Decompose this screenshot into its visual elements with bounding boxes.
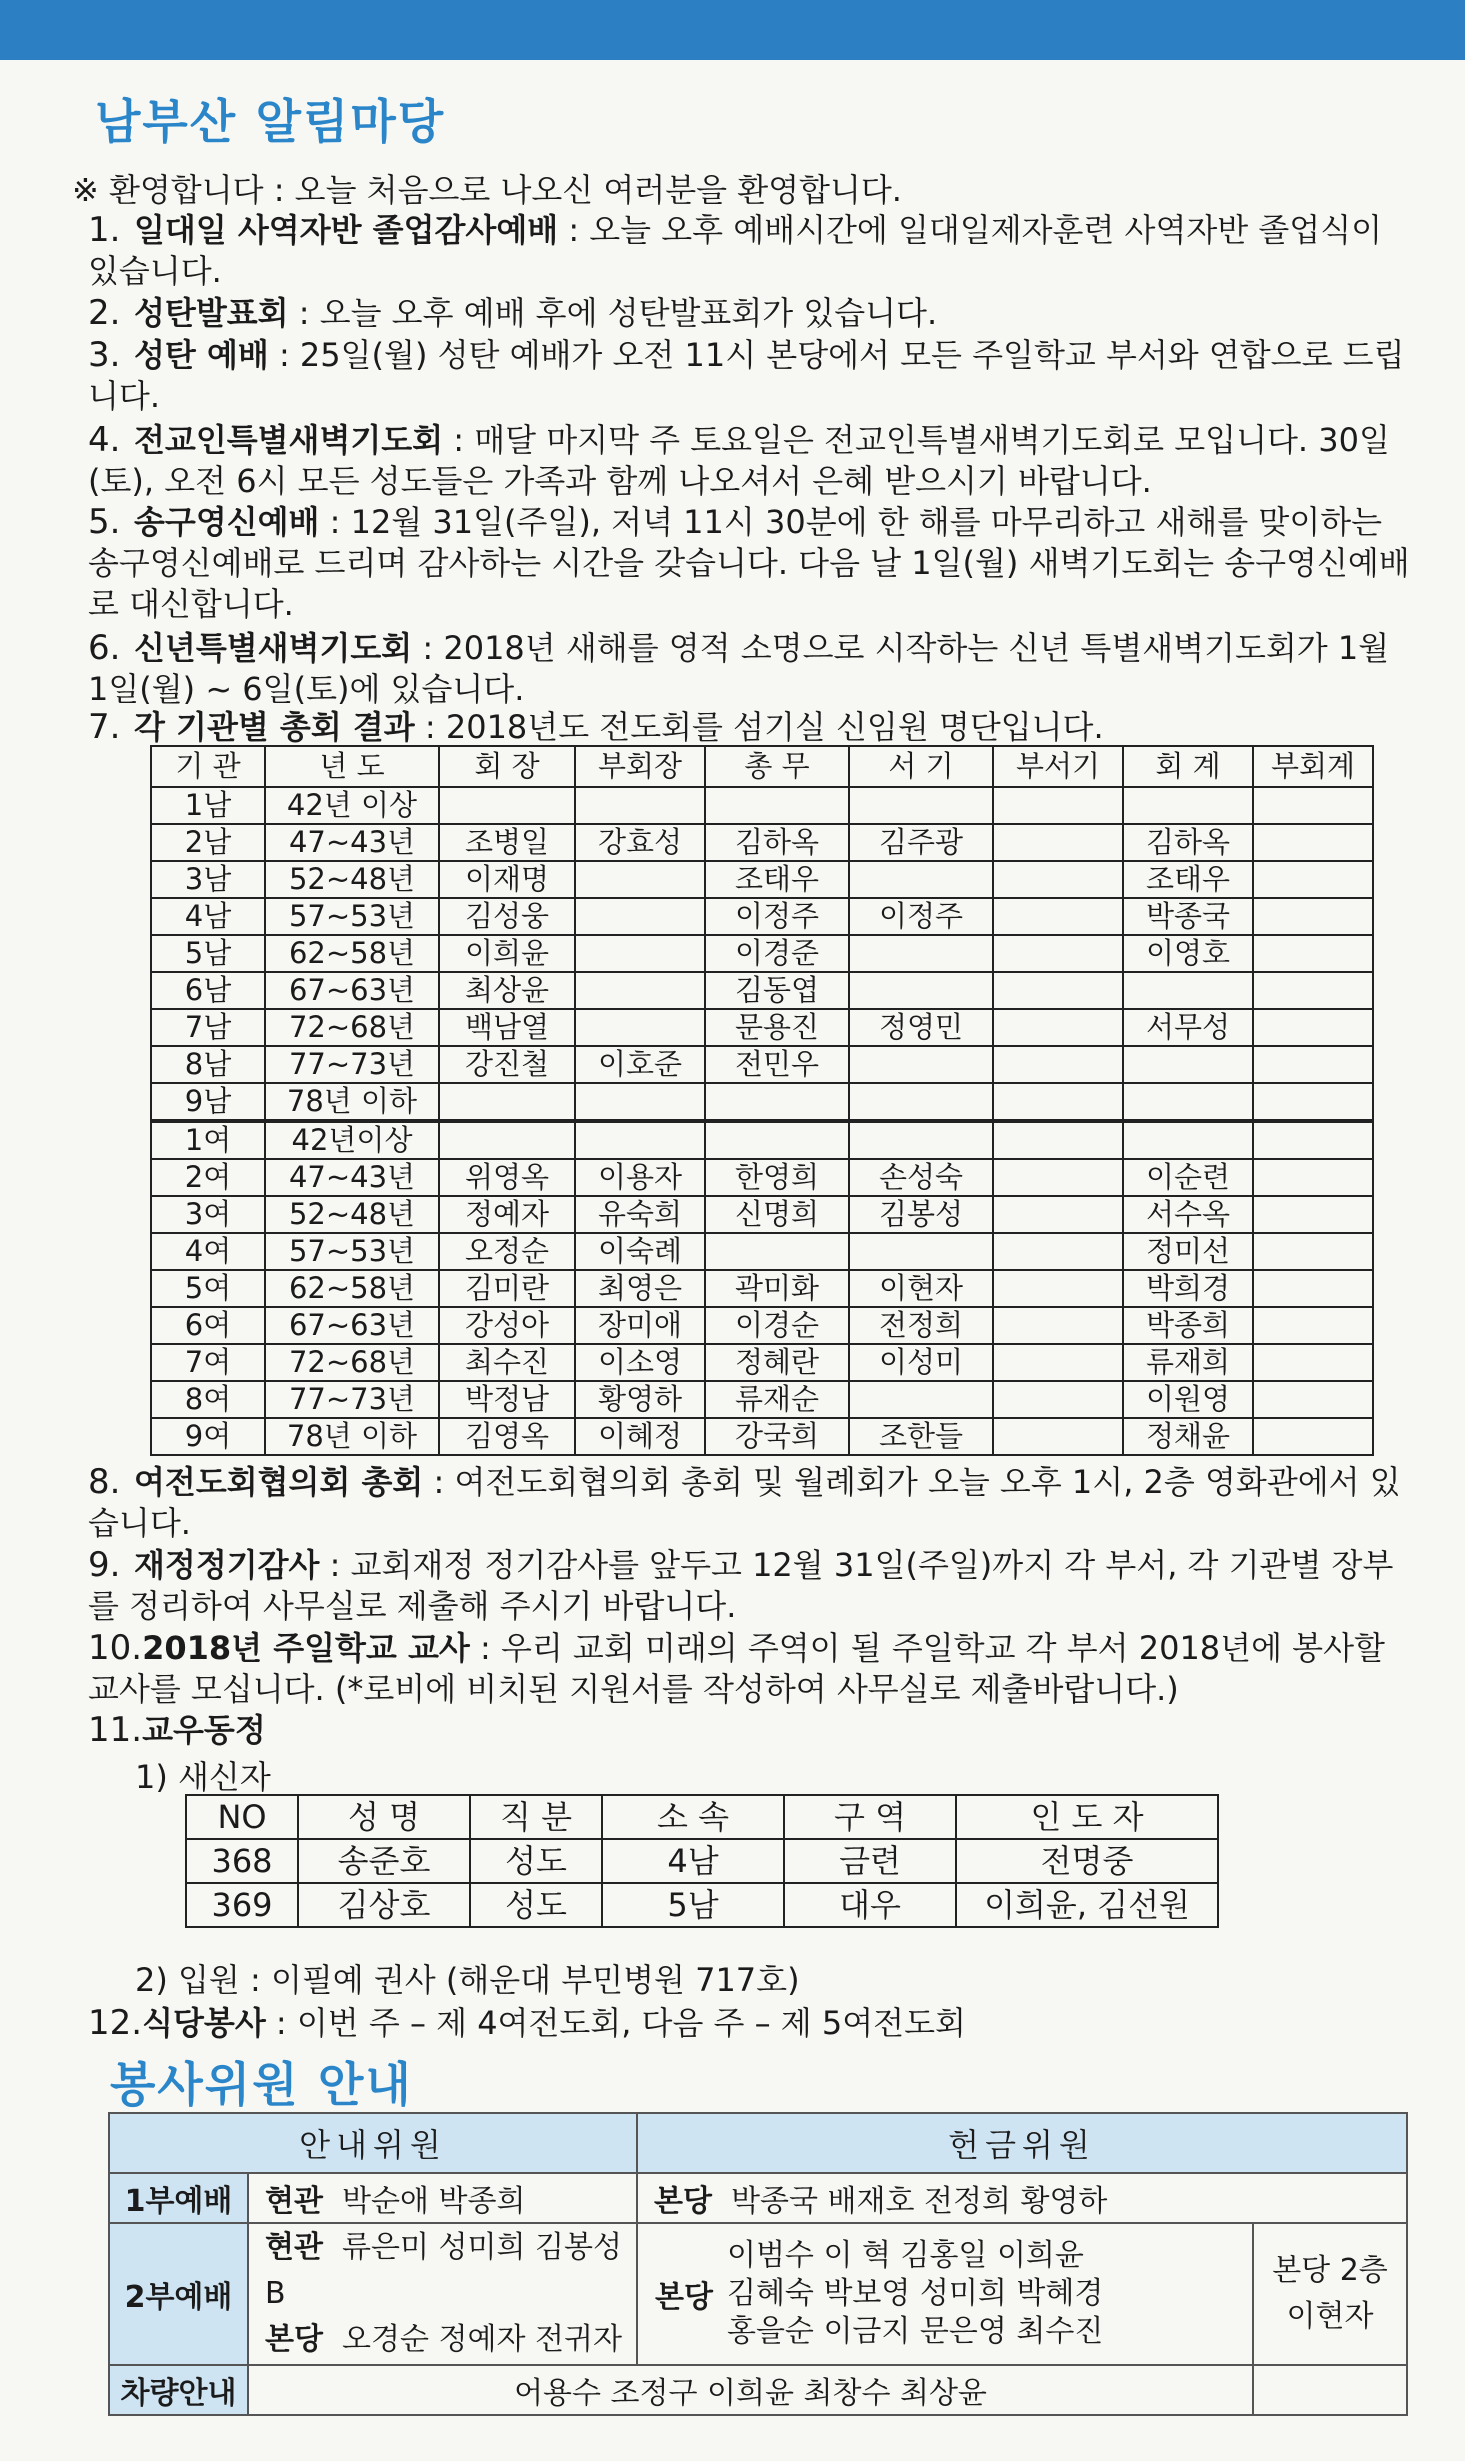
officers-cell: 72~68년: [265, 1344, 439, 1381]
notice-item-6: 6. 신년특별새벽기도회 : 2018년 새해를 영적 소명으로 시작하는 신년 특별새벽기도회가 1월 1일(월) ~ 6일(토)에 있습니다.: [88, 628, 1390, 708]
officers-cell: [1253, 1418, 1373, 1455]
officers-header: 서 기: [849, 746, 993, 787]
officers-cell: 62~58년: [265, 1270, 439, 1307]
officers-cell: 한영희: [705, 1159, 849, 1196]
usher-cell: 현관 류은미 성미희 김봉성B 본당 오경순 정예자 전귀자: [248, 2223, 637, 2365]
top-color-bar: [0, 0, 1465, 60]
officers-cell: [849, 787, 993, 824]
officers-cell: [849, 861, 993, 898]
offering-cell: [637, 2223, 1253, 2365]
officers-cell: 42년 이상: [265, 787, 439, 824]
officers-cell: 최상윤: [439, 972, 575, 1009]
officers-cell: [849, 1381, 993, 1418]
newcomers-header: 성 명: [298, 1795, 470, 1839]
officers-cell: 박종희: [1123, 1307, 1253, 1344]
officers-row: [151, 1307, 1373, 1344]
officers-cell: 77~73년: [265, 1046, 439, 1083]
officers-cell: 5여: [151, 1270, 265, 1307]
officers-cell: 강진철: [439, 1046, 575, 1083]
offering-place: 본당: [655, 2280, 713, 2315]
officers-row: [151, 861, 1373, 898]
officers-cell: 김봉성: [849, 1196, 993, 1233]
officers-cell: [993, 1009, 1123, 1046]
officers-cell: 8남: [151, 1046, 265, 1083]
officers-cell: 3여: [151, 1196, 265, 1233]
notice-item-10: 10.2018년 주일학교 교사 : 우리 교회 미래의 주역이 될 주일학교 각 부서 2018년에 봉사할 교사를 모십니다. (*로비에 비치된 지원서를 작성하여 사무실로 제출바랍니다.): [88, 1628, 1385, 1708]
officers-cell: [705, 1233, 849, 1270]
officers-cell: [1253, 1121, 1373, 1159]
officers-row: [151, 972, 1373, 1009]
officers-cell: [1253, 1083, 1373, 1121]
officers-cell: 유숙희: [575, 1196, 705, 1233]
officers-cell: 조태우: [1123, 861, 1253, 898]
officers-cell: [1123, 972, 1253, 1009]
officers-cell: 류재순: [705, 1381, 849, 1418]
officers-cell: [1253, 1046, 1373, 1083]
officers-cell: [993, 1344, 1123, 1381]
officers-cell: 서수옥: [1123, 1196, 1253, 1233]
service-table: [108, 2112, 1408, 2416]
officers-cell: 김동엽: [705, 972, 849, 1009]
officers-cell: [1253, 898, 1373, 935]
officers-cell: [993, 1270, 1123, 1307]
newcomers-row: [186, 1883, 1218, 1927]
officers-cell: 정채윤: [1123, 1418, 1253, 1455]
officers-cell: 67~63년: [265, 972, 439, 1009]
officers-cell: 장미애: [575, 1307, 705, 1344]
officers-header-row: [151, 746, 1373, 787]
service-row-2: [109, 2223, 1407, 2365]
officers-cell: 서무성: [1123, 1009, 1253, 1046]
newcomers-cell: 김상호: [298, 1883, 470, 1927]
officers-cell: 57~53년: [265, 1233, 439, 1270]
newcomers-label: 1) 새신자: [135, 1758, 271, 1796]
officers-cell: 78년 이하: [265, 1083, 439, 1121]
officers-cell: 9여: [151, 1418, 265, 1455]
officers-header: 회 장: [439, 746, 575, 787]
empty-cell: [1253, 2365, 1407, 2415]
notice-item-2: 2. 성탄발표회 : 오늘 오후 예배 후에 성탄발표회가 있습니다.: [88, 293, 938, 333]
officers-row: [151, 1046, 1373, 1083]
newcomers-cell: 송준호: [298, 1839, 470, 1883]
officers-cell: [1253, 1270, 1373, 1307]
newcomers-header: 인 도 자: [956, 1795, 1218, 1839]
officers-cell: [849, 1121, 993, 1159]
newcomers-header: 구 역: [784, 1795, 956, 1839]
officers-cell: 곽미화: [705, 1270, 849, 1307]
officers-cell: [993, 1307, 1123, 1344]
officers-row: [151, 1009, 1373, 1046]
officers-cell: [705, 1121, 849, 1159]
officers-cell: [993, 935, 1123, 972]
usher-cell: 현관 박순애 박종희: [248, 2173, 637, 2223]
officers-cell: [993, 1121, 1123, 1159]
notice-item-11: 11.교우동정: [88, 1710, 266, 1750]
notice-item-3: 3. 성탄 예배 : 25일(월) 성탄 예배가 오전 11시 본당에서 모든 주일학교 부서와 연합으로 드립니다.: [88, 335, 1405, 415]
service-head-left: 안내위원: [109, 2113, 637, 2173]
officers-cell: 박희경: [1123, 1270, 1253, 1307]
newcomers-cell: 금련: [784, 1839, 956, 1883]
officers-cell: [849, 972, 993, 1009]
officers-cell: 전민우: [705, 1046, 849, 1083]
officers-cell: 김성웅: [439, 898, 575, 935]
newcomers-cell: 5남: [602, 1883, 784, 1927]
officers-cell: [575, 898, 705, 935]
officers-cell: 9남: [151, 1083, 265, 1121]
officers-cell: 이소영: [575, 1344, 705, 1381]
officers-header: 부서기: [993, 746, 1123, 787]
officers-cell: 황영하: [575, 1381, 705, 1418]
offering-names: 이범수 이 혁 김홍일 이희윤 김혜숙 박보영 성미희 박혜경 홍을순 이금지 문은영 최수진: [726, 2238, 1104, 2349]
newcomers-header-row: [186, 1795, 1218, 1839]
officers-cell: [1123, 1121, 1253, 1159]
officers-row: [151, 1196, 1373, 1233]
officers-cell: 1남: [151, 787, 265, 824]
officers-cell: 정혜란: [705, 1344, 849, 1381]
officers-cell: [1253, 787, 1373, 824]
notice-item-12: 12.식당봉사 : 이번 주 – 제 4여전도회, 다음 주 – 제 5여전도회: [88, 2003, 966, 2043]
officers-cell: [993, 972, 1123, 1009]
officers-cell: 5남: [151, 935, 265, 972]
notice-item-9: 9. 재정정기감사 : 교회재정 정기감사를 앞두고 12월 31일(주일)까지 각 부서, 각 기관별 장부를 정리하여 사무실로 제출해 주시기 바랍니다.: [88, 1545, 1394, 1625]
hospital-line: 2) 입원 : 이필예 권사 (해운대 부민병원 717호): [135, 1961, 800, 1999]
newcomers-header: 소 속: [602, 1795, 784, 1839]
service-row-label: 1부예배: [109, 2173, 248, 2223]
officers-cell: 52~48년: [265, 1196, 439, 1233]
officers-cell: [849, 1046, 993, 1083]
officers-cell: 2남: [151, 824, 265, 861]
officers-cell: [849, 935, 993, 972]
officers-body: [151, 787, 1373, 1455]
officers-cell: 이정주: [849, 898, 993, 935]
officers-cell: 조태우: [705, 861, 849, 898]
officers-cell: 42년이상: [265, 1121, 439, 1159]
newcomers-cell: 성도: [470, 1839, 602, 1883]
officers-cell: [849, 1233, 993, 1270]
driver-cell: 어용수 조정구 이희윤 최창수 최상윤: [248, 2365, 1253, 2415]
officers-cell: 신명희: [705, 1196, 849, 1233]
service-header-row: [109, 2113, 1407, 2173]
officers-cell: [993, 787, 1123, 824]
officers-cell: [1253, 972, 1373, 1009]
officers-cell: 7여: [151, 1344, 265, 1381]
officers-cell: [993, 861, 1123, 898]
officers-cell: [1123, 1046, 1253, 1083]
newcomers-header: 직 분: [470, 1795, 602, 1839]
officers-cell: 조한들: [849, 1418, 993, 1455]
officers-cell: 김주광: [849, 824, 993, 861]
officers-cell: 정예자: [439, 1196, 575, 1233]
officers-cell: 박종국: [1123, 898, 1253, 935]
welcome-line: ※ 환영합니다 : 오늘 처음으로 나오신 여러분을 환영합니다.: [72, 171, 902, 209]
officers-cell: 강국희: [705, 1418, 849, 1455]
officers-cell: [993, 1159, 1123, 1196]
newcomers-cell: 4남: [602, 1839, 784, 1883]
officers-cell: 72~68년: [265, 1009, 439, 1046]
officers-cell: [705, 787, 849, 824]
newcomers-header: NO: [186, 1795, 298, 1839]
officers-cell: 52~48년: [265, 861, 439, 898]
officers-cell: [993, 1233, 1123, 1270]
officers-header: 부회계: [1253, 746, 1373, 787]
officers-cell: 김영옥: [439, 1418, 575, 1455]
officers-header: 기 관: [151, 746, 265, 787]
officers-cell: 박정남: [439, 1381, 575, 1418]
officers-cell: 47~43년: [265, 824, 439, 861]
service-head-right: 헌금위원: [637, 2113, 1407, 2173]
officers-cell: 이성미: [849, 1344, 993, 1381]
officers-cell: 손성숙: [849, 1159, 993, 1196]
officers-cell: [439, 787, 575, 824]
officers-row: [151, 1270, 1373, 1307]
officers-header: 회 계: [1123, 746, 1253, 787]
officers-cell: [439, 1121, 575, 1159]
newcomers-cell: 대우: [784, 1883, 956, 1927]
officers-row: [151, 1418, 1373, 1455]
newcomers-cell: 이희윤, 김선원: [956, 1883, 1218, 1927]
officers-cell: 이경순: [705, 1307, 849, 1344]
officers-cell: 6남: [151, 972, 265, 1009]
officers-cell: 강효성: [575, 824, 705, 861]
officers-cell: [1253, 1307, 1373, 1344]
service-row-1: [109, 2173, 1407, 2223]
officers-cell: [993, 1046, 1123, 1083]
officers-cell: 이용자: [575, 1159, 705, 1196]
officers-cell: 문용진: [705, 1009, 849, 1046]
officers-cell: [575, 787, 705, 824]
officers-cell: 4남: [151, 898, 265, 935]
officers-header: 년 도: [265, 746, 439, 787]
newcomers-cell: 368: [186, 1839, 298, 1883]
officers-cell: [1123, 1083, 1253, 1121]
newcomers-row: [186, 1839, 1218, 1883]
officers-row: [151, 1159, 1373, 1196]
officers-cell: [1253, 861, 1373, 898]
newcomers-table: [185, 1794, 1219, 1928]
officers-cell: [993, 1381, 1123, 1418]
officers-cell: [575, 861, 705, 898]
officers-cell: 6여: [151, 1307, 265, 1344]
officers-cell: [1253, 1233, 1373, 1270]
officers-cell: 7남: [151, 1009, 265, 1046]
service-row-3: [109, 2365, 1407, 2415]
officers-cell: 8여: [151, 1381, 265, 1418]
officers-cell: 최수진: [439, 1344, 575, 1381]
officers-cell: 이재명: [439, 861, 575, 898]
officers-cell: [993, 824, 1123, 861]
officers-cell: 김미란: [439, 1270, 575, 1307]
officers-cell: [993, 1196, 1123, 1233]
officers-cell: [575, 972, 705, 1009]
extra-offering-cell: 본당 2층 이현자: [1253, 2223, 1407, 2365]
officers-row: [151, 824, 1373, 861]
officers-cell: [575, 1083, 705, 1121]
service-row-label: 2부예배: [109, 2223, 248, 2365]
officers-cell: [993, 1418, 1123, 1455]
officers-row: [151, 1121, 1373, 1159]
officers-cell: [1253, 1196, 1373, 1233]
officers-cell: 강성아: [439, 1307, 575, 1344]
officers-cell: [1253, 1381, 1373, 1418]
officers-cell: 이경준: [705, 935, 849, 972]
officers-cell: 78년 이하: [265, 1418, 439, 1455]
newcomers-cell: 성도: [470, 1883, 602, 1927]
officers-cell: [1253, 824, 1373, 861]
officers-cell: 47~43년: [265, 1159, 439, 1196]
officers-row: [151, 898, 1373, 935]
officers-row: [151, 787, 1373, 824]
officers-cell: [575, 1009, 705, 1046]
notice-item-8: 8. 여전도회협의회 총회 : 여전도회협의회 총회 및 월례회가 오늘 오후 1시, 2층 영화관에서 있습니다.: [88, 1462, 1401, 1542]
officers-cell: 4여: [151, 1233, 265, 1270]
notice-item-5: 5. 송구영신예배 : 12월 31일(주일), 저녁 11시 30분에 한 해를 마무리하고 새해를 맞이하는 송구영신예배로 드리며 감사하는 시간을 갖습니다. 다음 날 1일(월) 새벽기도회는 송구영신예배로 대신합니다.: [88, 502, 1410, 623]
officers-cell: 조병일: [439, 824, 575, 861]
notice-item-1: 1. 일대일 사역자반 졸업감사예배 : 오늘 오후 예배시간에 일대일제자훈련 사역자반 졸업식이 있습니다.: [88, 210, 1383, 290]
service-title: 봉사위원 안내: [110, 2058, 413, 2113]
officers-cell: 이순련: [1123, 1159, 1253, 1196]
officers-cell: 이희윤: [439, 935, 575, 972]
officers-cell: 전정희: [849, 1307, 993, 1344]
officers-cell: [993, 898, 1123, 935]
officers-cell: [1253, 1009, 1373, 1046]
officers-cell: 김하옥: [705, 824, 849, 861]
officers-cell: [705, 1083, 849, 1121]
officers-row: [151, 935, 1373, 972]
officers-cell: 이숙례: [575, 1233, 705, 1270]
officers-cell: 77~73년: [265, 1381, 439, 1418]
officers-cell: 이현자: [849, 1270, 993, 1307]
officers-cell: 62~58년: [265, 935, 439, 972]
newcomers-body: [186, 1839, 1218, 1927]
newcomers-cell: 369: [186, 1883, 298, 1927]
officers-header: 부회장: [575, 746, 705, 787]
officers-cell: [993, 1083, 1123, 1121]
officers-cell: 이영호: [1123, 935, 1253, 972]
offering-cell: 본당 박종국 배재호 전정희 황영하: [637, 2173, 1407, 2223]
notice-item-7: 7. 각 기관별 총회 결과 : 2018년도 전도회를 섬기실 신임원 명단입니다.: [88, 707, 1104, 747]
officers-cell: 김하옥: [1123, 824, 1253, 861]
officers-cell: 67~63년: [265, 1307, 439, 1344]
officers-cell: 1여: [151, 1121, 265, 1159]
officers-row: [151, 1083, 1373, 1121]
officers-row: [151, 1344, 1373, 1381]
officers-cell: [1253, 1159, 1373, 1196]
officers-header: 총 무: [705, 746, 849, 787]
officers-cell: [1123, 787, 1253, 824]
officers-cell: [1253, 1344, 1373, 1381]
officers-cell: 정영민: [849, 1009, 993, 1046]
officers-cell: 오정순: [439, 1233, 575, 1270]
officers-cell: 이혜정: [575, 1418, 705, 1455]
officers-cell: 정미선: [1123, 1233, 1253, 1270]
officers-row: [151, 1381, 1373, 1418]
officers-cell: 2여: [151, 1159, 265, 1196]
officers-cell: 이원영: [1123, 1381, 1253, 1418]
officers-cell: 57~53년: [265, 898, 439, 935]
officers-cell: [575, 935, 705, 972]
officers-cell: [575, 1121, 705, 1159]
officers-cell: [1253, 935, 1373, 972]
officers-cell: 류재희: [1123, 1344, 1253, 1381]
officers-table: [150, 745, 1374, 1456]
officers-cell: 이호준: [575, 1046, 705, 1083]
officers-row: [151, 1233, 1373, 1270]
officers-cell: [849, 1083, 993, 1121]
notice-item-4: 4. 전교인특별새벽기도회 : 매달 마지막 주 토요일은 전교인특별새벽기도회로 모입니다. 30일(토), 오전 6시 모든 성도들은 가족과 함께 나오셔서 은혜 받으시기 바랍니다.: [88, 420, 1390, 500]
newcomers-cell: 전명중: [956, 1839, 1218, 1883]
officers-cell: 3남: [151, 861, 265, 898]
officers-cell: [439, 1083, 575, 1121]
officers-cell: 위영옥: [439, 1159, 575, 1196]
officers-cell: 백남열: [439, 1009, 575, 1046]
officers-cell: 최영은: [575, 1270, 705, 1307]
officers-cell: 이정주: [705, 898, 849, 935]
notices-title: 남부산 알림마당: [95, 95, 446, 150]
service-row-label: 차량안내: [109, 2365, 248, 2415]
